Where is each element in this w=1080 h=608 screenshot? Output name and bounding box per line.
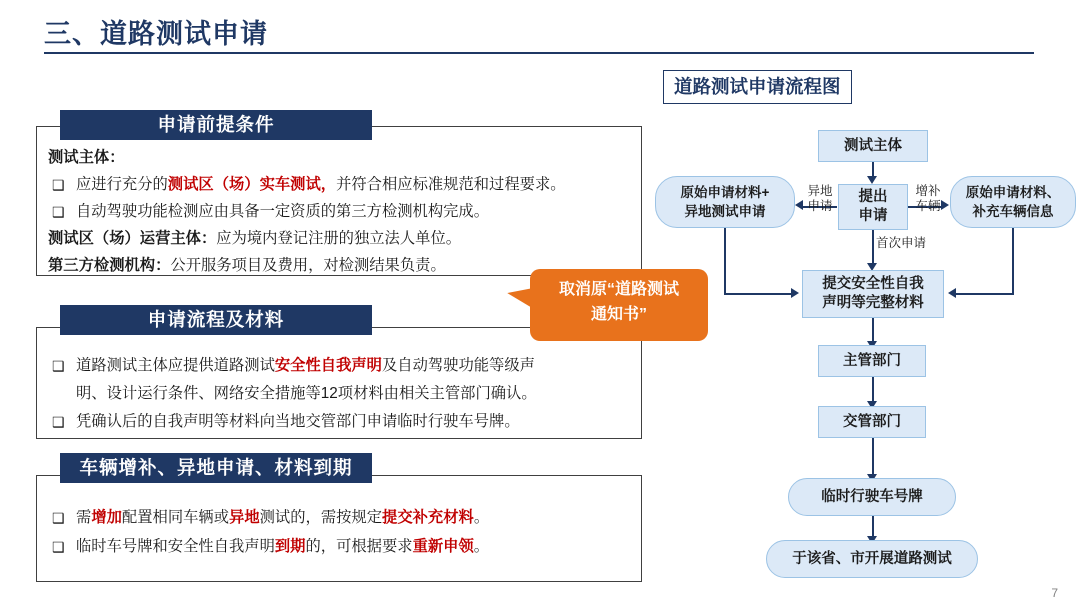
arrow-left-materials-down: [724, 228, 726, 294]
section-1-line-3: 自动驾驶功能检测应由具备一定资质的第三方检测机构完成。: [76, 203, 490, 220]
arrow-authority-to-traffic: [872, 377, 874, 403]
section-1-heading: 申请前提条件: [60, 110, 372, 140]
flow-node-submit: [838, 184, 908, 230]
flow-node-right-materials: [950, 176, 1076, 228]
arrow-submit-to-declaration: [872, 230, 874, 265]
arrow-plate-to-roadtest: [872, 516, 874, 538]
edge-label-zengbu: 增补 车辆: [915, 184, 941, 213]
arrow-right-materials-to-declaration: [956, 293, 1014, 295]
arrow-left-materials-to-declaration: [724, 293, 792, 295]
section-3-heading: 车辆增补、异地申请、材料到期: [60, 453, 372, 483]
page-number: 7: [1051, 586, 1058, 600]
section-1-line-4: 测试区（场）运营主体：应为境内登记注册的独立法人单位。: [48, 230, 462, 247]
arrowhead-left-to-declaration: [791, 288, 799, 298]
section-2-line-3: 凭确认后的自我声明等材料向当地交管部门申请临时行驶车号牌。: [76, 413, 520, 430]
section-1-bullet-2: ❑: [52, 204, 65, 220]
section-3-line-1: 需增加配置相同车辆或异地测试的，需按规定提交补充材料。: [76, 509, 490, 526]
flow-node-roadtest: [766, 540, 978, 578]
arrowhead-right-to-declaration: [948, 288, 956, 298]
flow-node-plate: [788, 478, 956, 516]
flow-node-declaration: [802, 270, 944, 318]
flow-node-authority-label: 主管部门: [843, 352, 901, 369]
flow-node-left-materials-label: 原始申请材料+ 异地测试申请: [680, 185, 770, 219]
section-3-line-2: 临时车号牌和安全性自我声明到期的，可根据要求重新申领。: [76, 538, 490, 555]
section-1-bullet-1: ❑: [52, 177, 65, 193]
section-1-line-5: 第三方检测机构：公开服务项目及费用，对检测结果负责。: [48, 257, 446, 274]
arrow-declaration-to-authority: [872, 318, 874, 343]
section-3-bullet-1: ❑: [52, 510, 65, 526]
section-2-heading: 申请流程及材料: [60, 305, 372, 335]
flow-node-roadtest-label: 于该省、市开展道路测试: [792, 550, 952, 567]
edge-label-shouci: 首次申请: [876, 236, 927, 250]
arrowhead-subject-to-submit: [867, 176, 877, 184]
arrow-traffic-to-plate: [872, 438, 874, 476]
title-divider: [44, 52, 1034, 54]
flow-node-left-materials: [655, 176, 795, 228]
flow-node-traffic: [818, 406, 926, 438]
flow-node-plate-label: 临时行驶车号牌: [821, 488, 923, 505]
page-title: 三、道路测试申请: [44, 19, 268, 49]
section-2-bullet-1: ❑: [52, 358, 65, 374]
flow-node-right-materials-label: 原始申请材料、 补充车辆信息: [965, 185, 1061, 219]
edge-label-yidi: 异地 申请: [807, 184, 833, 213]
flow-node-subject: [818, 130, 928, 162]
callout-line-1: 取消原“道路测试: [558, 281, 679, 298]
arrow-right-materials-down: [1012, 228, 1014, 294]
flow-title: 道路测试申请流程图: [663, 70, 852, 104]
flow-node-authority: [818, 345, 926, 377]
section-2-line-1: 道路测试主体应提供道路测试安全性自我声明及自动驾驶功能等级声: [76, 357, 535, 374]
section-1-line-2: 应进行充分的测试区（场）实车测试，并符合相应标准规范和过程要求。: [76, 176, 566, 193]
flow-node-subject-label: 测试主体: [844, 137, 902, 154]
callout-line-2: 通知书”: [590, 306, 647, 323]
flow-node-declaration-label: 提交安全性自我 声明等完整材料: [822, 276, 924, 311]
callout-bubble: [530, 269, 708, 341]
section-2-bullet-2: ❑: [52, 414, 65, 430]
flow-node-submit-label: 提出 申请: [858, 189, 888, 224]
section-1-line-1: 测试主体：: [48, 149, 125, 166]
flow-node-traffic-label: 交管部门: [843, 413, 901, 430]
section-3-bullet-2: ❑: [52, 539, 65, 555]
section-2-line-2: 明、设计运行条件、网络安全措施等12项材料由相关主管部门确认。: [76, 385, 537, 402]
